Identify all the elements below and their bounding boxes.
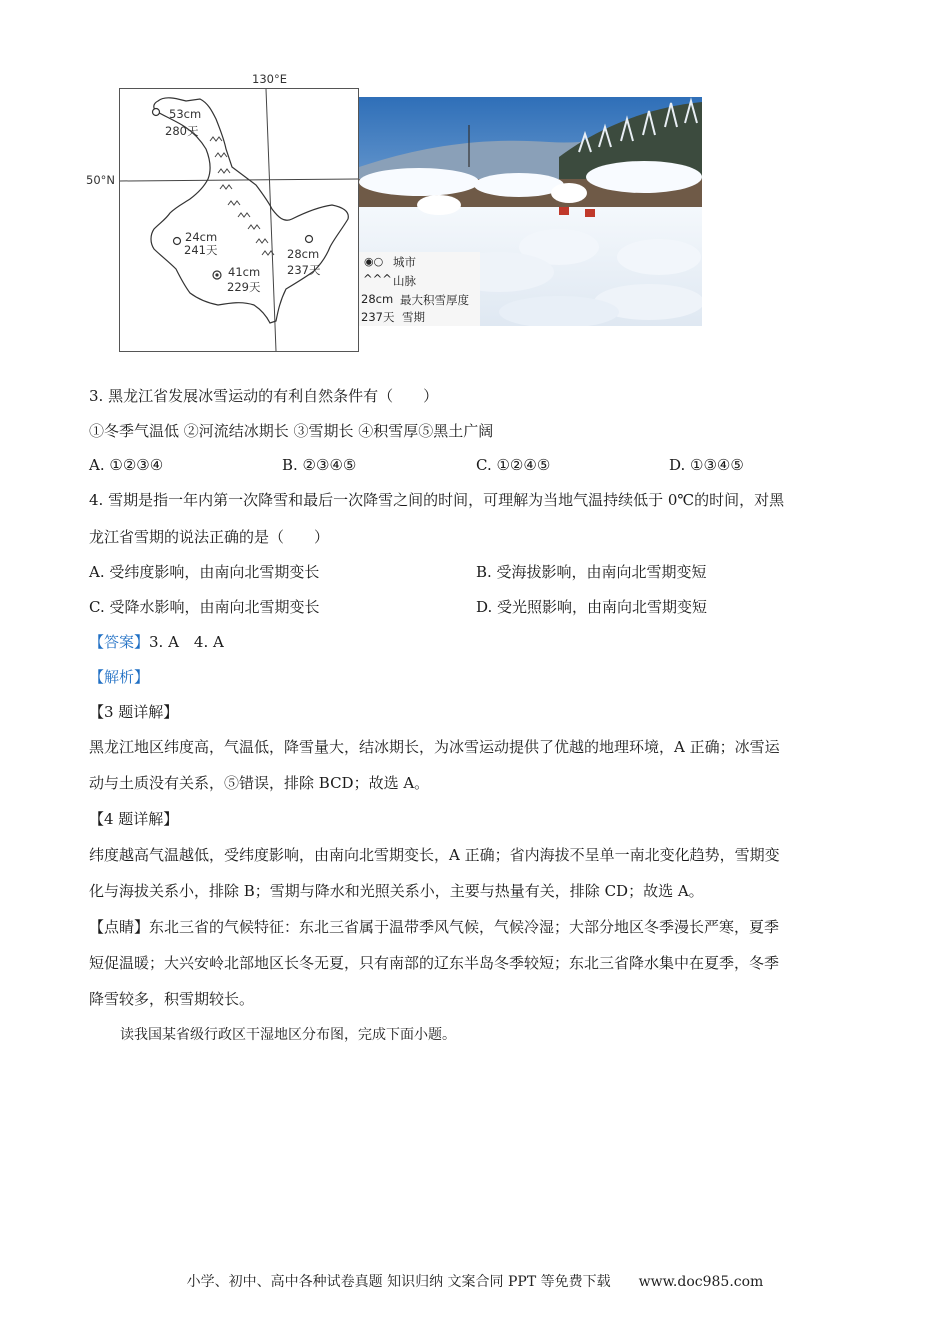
tip-tag: 【点睛】 bbox=[89, 918, 150, 936]
legend-mountain: 山脉 bbox=[393, 274, 416, 288]
detail4-title: 【4 题详解】 bbox=[89, 810, 179, 828]
answer-tag: 【答案】 bbox=[89, 633, 150, 651]
legend-days-label: 雪期 bbox=[402, 310, 425, 324]
meridian-line bbox=[266, 89, 276, 351]
legend-city: 城市 bbox=[393, 255, 416, 269]
q3-option-c: C. ①②④⑤ bbox=[476, 456, 551, 474]
city-marker-east bbox=[306, 236, 313, 243]
answer-line bbox=[89, 632, 224, 652]
city-north-days: 280天 bbox=[165, 124, 199, 138]
q4-option-d: D. 受光照影响，由南向北雪期变短 bbox=[476, 598, 708, 616]
q4-option-c: C. 受降水影响，由南向北雪期变长 bbox=[89, 598, 320, 616]
parallel-line bbox=[120, 179, 358, 181]
detail3-line1: 黑龙江地区纬度高，气温低，降雪量大，结冰期长，为冰雪运动提供了优越的地理环境，A 正确；冰雪运 bbox=[89, 738, 780, 756]
mountain-legend-icon: ^^^ bbox=[363, 272, 392, 286]
q4-stem-line1: 4. 雪期是指一年内第一次降雪和最后一次降雪之间的时间，可理解为当地气温持续低于 0℃的时间，对黑 bbox=[89, 491, 785, 509]
city-capital-days: 229天 bbox=[227, 280, 261, 294]
parallel-label: 50°N bbox=[86, 173, 115, 187]
city-east-days: 237天 bbox=[287, 263, 321, 277]
tip-line3: 降雪较多，积雪期较长。 bbox=[89, 990, 255, 1008]
legend-depth-label: 最大积雪厚度 bbox=[400, 293, 469, 307]
next-section-intro: 读我国某省级行政区干湿地区分布图，完成下面小题。 bbox=[120, 1027, 456, 1043]
legend-depth-sample: 28cm bbox=[361, 292, 394, 306]
detail3-line2: 动与土质没有关系，⑤错误，排除 BCD；故选 A。 bbox=[89, 774, 430, 792]
province-outline-svg bbox=[120, 89, 358, 351]
detail4-line2: 化与海拔关系小，排除 B；雪期与降水和光照关系小，主要与热量有关，排除 CD；故选 A。 bbox=[89, 882, 704, 900]
legend-days-sample: 237天 bbox=[361, 310, 395, 324]
city-west-depth: 24cm bbox=[185, 230, 218, 244]
meridian-label: 130°E bbox=[252, 72, 287, 86]
q3-option-a: A. ①②③④ bbox=[89, 456, 164, 474]
city-east-depth: 28cm bbox=[287, 247, 320, 261]
q3-items: ①冬季气温低 ②河流结冰期长 ③雪期长 ④积雪厚⑤黑土广阔 bbox=[89, 422, 494, 440]
detail4-line1: 纬度越高气温越低，受纬度影响，由南向北雪期变长，A 正确；省内海拔不呈单一南北变化趋势，雪期变 bbox=[89, 846, 780, 864]
q4-stem-line2: 龙江省雪期的说法正确的是（ ） bbox=[89, 528, 330, 546]
tip-line1 bbox=[89, 917, 779, 937]
city-marker-west bbox=[174, 238, 181, 245]
city-marker-north bbox=[153, 109, 160, 116]
map-legend bbox=[359, 252, 480, 326]
page-footer: 小学、初中、高中各种试卷真题 知识归纳 文案合同 PPT 等免费下载 www.doc985.com bbox=[186, 1274, 764, 1290]
q3-option-d: D. ①③④⑤ bbox=[669, 456, 744, 474]
city-legend-icon: ◉○ bbox=[364, 255, 384, 268]
tip-line2: 短促温暖；大兴安岭北部地区长冬无夏，只有南部的辽东半岛冬季较短；东北三省降水集中在夏季，冬季 bbox=[89, 954, 780, 972]
q3-option-b: B. ②③④⑤ bbox=[282, 456, 357, 474]
detail3-title: 【3 题详解】 bbox=[89, 703, 179, 721]
tip-text: 东北三省的气候特征：东北三省属于温带季风气候，气候冷湿；大部分地区冬季漫长严寒，夏季 bbox=[149, 918, 780, 936]
q3-stem: 3. 黑龙江省发展冰雪运动的有利自然条件有（ ） bbox=[89, 387, 439, 405]
city-north-depth: 53cm bbox=[169, 107, 202, 121]
answer-text: 3. A 4. A bbox=[149, 633, 224, 651]
heilongjiang-map bbox=[119, 88, 359, 352]
analysis-tag: 【解析】 bbox=[89, 668, 150, 686]
city-west-days: 241天 bbox=[184, 243, 218, 257]
city-capital-depth: 41cm bbox=[228, 265, 261, 279]
q4-option-a: A. 受纬度影响，由南向北雪期变长 bbox=[89, 563, 320, 581]
q4-option-b: B. 受海拔影响，由南向北雪期变短 bbox=[476, 563, 707, 581]
